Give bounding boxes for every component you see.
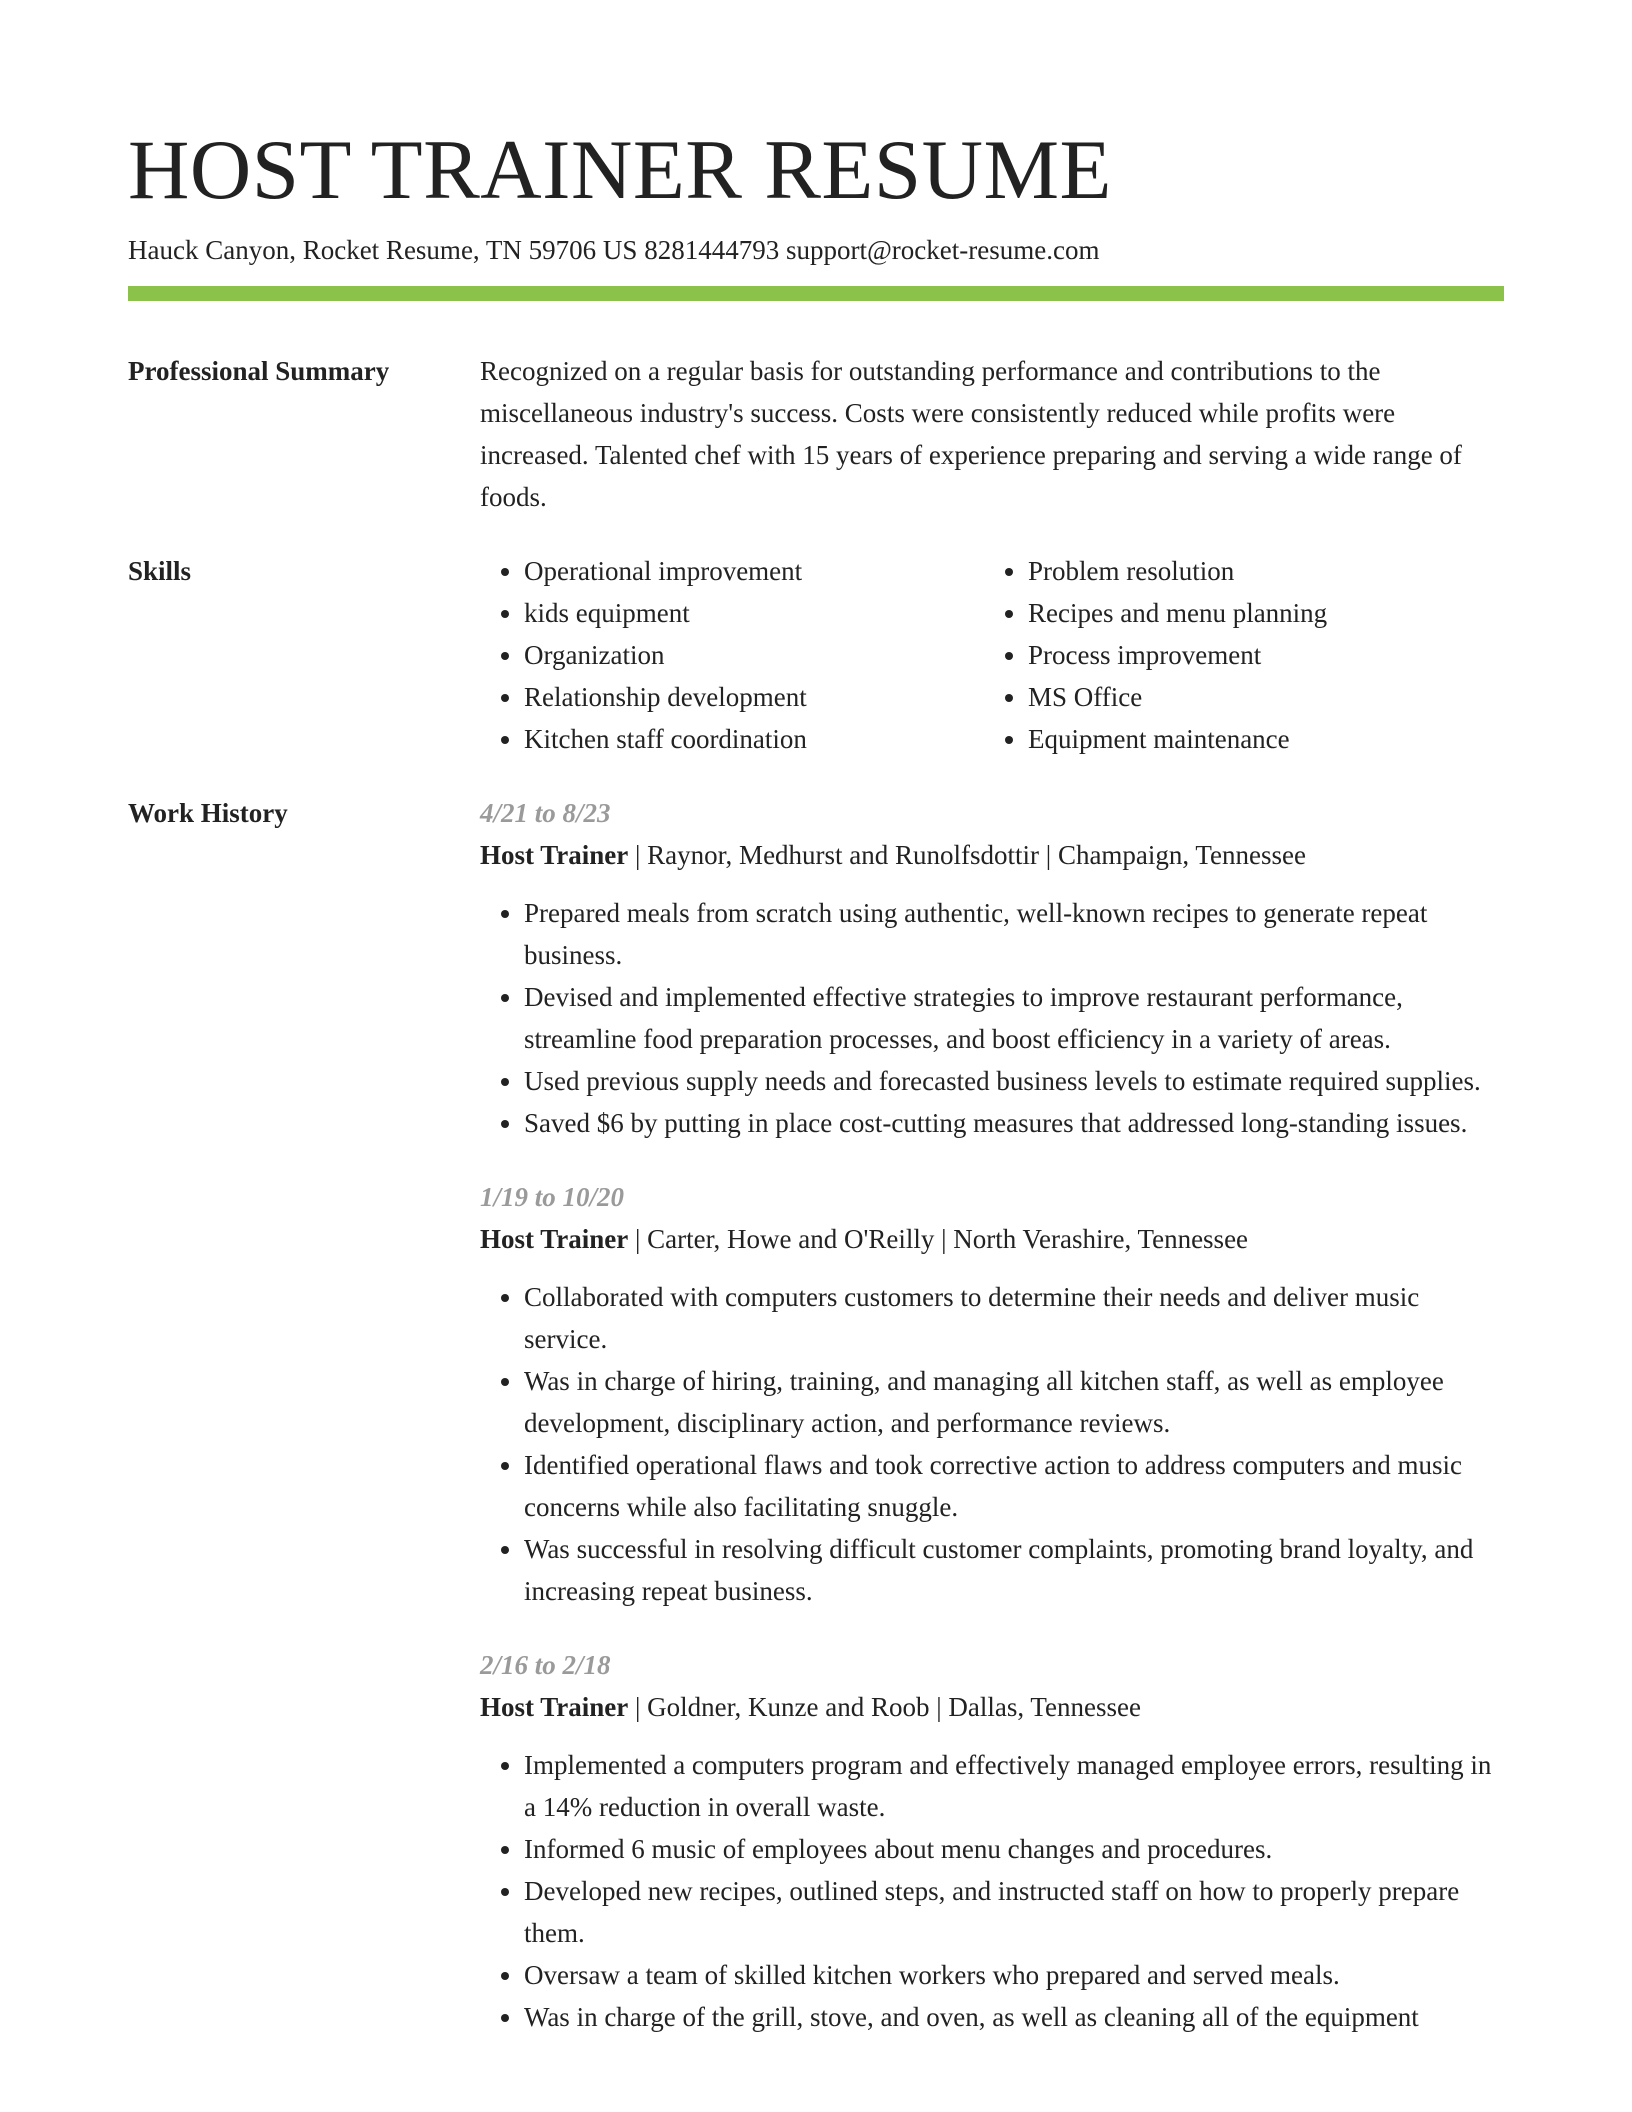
job-bullet: • Devised and implemented effective strategies to improve restaurant performance, streamline food preparation processes, and boost efficiency in a variety of areas. bbox=[524, 976, 1504, 1060]
resume-header bbox=[128, 118, 1504, 268]
summary-text: Recognized on a regular basis for outstanding performance and contributions to the miscellaneous industry's success. Costs were consistently reduced while profits were increased. Talented chef with 15 years of experience preparing and serving a wide range of foods. bbox=[480, 356, 1462, 512]
job-details: | Carter, Howe and O'Reilly | North Verashire, Tennessee bbox=[628, 1224, 1249, 1254]
summary-heading: Professional Summary bbox=[128, 356, 390, 386]
contact-line: Hauck Canyon, Rocket Resume, TN 59706 US 8281444793 support@rocket-resume.com bbox=[128, 235, 1100, 265]
job-bullets bbox=[480, 1276, 1504, 1612]
job-bullet: • Saved $6 by putting in place cost-cutting measures that addressed long-standing issues. bbox=[524, 1102, 1504, 1144]
skill-item: • Recipes and menu planning bbox=[1028, 592, 1488, 634]
job-details: | Goldner, Kunze and Roob | Dallas, Tennessee bbox=[628, 1692, 1141, 1722]
job-title: Host Trainer bbox=[480, 1224, 629, 1254]
job-bullet: • Collaborated with computers customers to determine their needs and deliver music service. bbox=[524, 1276, 1504, 1360]
job-dates: 2/16 to 2/18 bbox=[480, 1650, 611, 1680]
skill-item: • Kitchen staff coordination bbox=[524, 718, 984, 760]
job-bullet: • Oversaw a team of skilled kitchen workers who prepared and served meals. bbox=[524, 1954, 1504, 1996]
job-title: Host Trainer bbox=[480, 1692, 629, 1722]
skill-item: • Equipment maintenance bbox=[1028, 718, 1488, 760]
job-bullets bbox=[480, 892, 1504, 1144]
job-heading bbox=[480, 1218, 1504, 1260]
work-history-body bbox=[480, 792, 1504, 2070]
skill-item: • Process improvement bbox=[1028, 634, 1488, 676]
summary-body bbox=[480, 350, 1504, 518]
job-bullet: • Identified operational flaws and took corrective action to address computers and music concerns while also facilitating snuggle. bbox=[524, 1444, 1504, 1528]
job-dates: 4/21 to 8/23 bbox=[480, 798, 611, 828]
job-heading bbox=[480, 834, 1504, 876]
job-title: Host Trainer bbox=[480, 840, 629, 870]
work-history-heading: Work History bbox=[128, 798, 288, 828]
skills-heading: Skills bbox=[128, 556, 192, 586]
job-bullet: • Was in charge of hiring, training, and managing all kitchen staff, as well as employee development, disciplinary action, and performance reviews. bbox=[524, 1360, 1504, 1444]
job-entry bbox=[480, 792, 1504, 1144]
skill-item: • Problem resolution bbox=[1028, 550, 1488, 592]
skills-body bbox=[480, 550, 1504, 760]
job-dates: 1/19 to 10/20 bbox=[480, 1182, 625, 1212]
job-entry bbox=[480, 1176, 1504, 1612]
job-bullet: • Developed new recipes, outlined steps, and instructed staff on how to properly prepare them. bbox=[524, 1870, 1504, 1954]
skill-item: • Organization bbox=[524, 634, 984, 676]
job-bullets bbox=[480, 1744, 1504, 2038]
job-bullet: • Was in charge of the grill, stove, and oven, as well as cleaning all of the equipment bbox=[524, 1996, 1504, 2038]
job-bullet: • Informed 6 music of employees about menu changes and procedures. bbox=[524, 1828, 1504, 1870]
skill-item: • Relationship development bbox=[524, 676, 984, 718]
job-bullet: • Implemented a computers program and effectively managed employee errors, resulting in a 14% reduction in overall waste. bbox=[524, 1744, 1504, 1828]
job-bullet: • Was successful in resolving difficult customer complaints, promoting brand loyalty, and increasing repeat business. bbox=[524, 1528, 1504, 1612]
resume-title: HOST TRAINER RESUME bbox=[128, 123, 1112, 217]
accent-divider bbox=[128, 286, 1504, 301]
job-bullet: • Prepared meals from scratch using authentic, well-known recipes to generate repeat business. bbox=[524, 892, 1504, 976]
skill-item: • Operational improvement bbox=[524, 550, 984, 592]
job-heading bbox=[480, 1686, 1504, 1728]
skills-grid bbox=[480, 550, 1504, 760]
skills-column-left bbox=[480, 550, 984, 760]
job-bullet: • Used previous supply needs and forecasted business levels to estimate required supplies. bbox=[524, 1060, 1504, 1102]
job-details: | Raynor, Medhurst and Runolfsdottir | Champaign, Tennessee bbox=[628, 840, 1306, 870]
skills-column-right bbox=[984, 550, 1488, 760]
skill-item: • MS Office bbox=[1028, 676, 1488, 718]
skill-item: • kids equipment bbox=[524, 592, 984, 634]
job-entry bbox=[480, 1644, 1504, 2038]
